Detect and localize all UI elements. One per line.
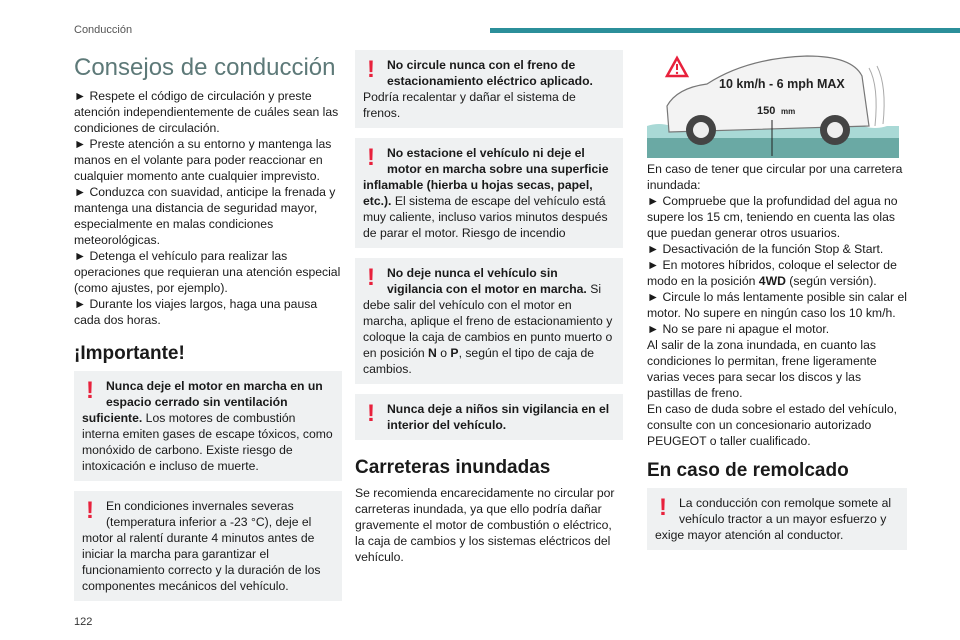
depth-unit: mm	[781, 107, 796, 116]
warning-bold: No circule nunca con el freno de estacionamiento eléctrico aplicado.	[387, 58, 593, 88]
warning-box	[74, 371, 342, 481]
warning-box	[355, 138, 623, 248]
page-title: Consejos de conducción	[74, 54, 336, 81]
paragraph: Al salir de la zona inundada, en cuanto las condiciones lo permitan, frene ligeramente varias veces para secar los discos y las pastillas de freno.	[647, 338, 877, 400]
bullet: ► Preste atención a su entorno y mantenga las manos en el volante para poder reaccionar en cualquier momento ante cualquier imprevisto.	[74, 137, 332, 183]
gear-p: P	[450, 346, 459, 360]
bullet-text: ► En motores híbridos, coloque el selector de modo en la posición	[647, 258, 897, 288]
left-column	[74, 50, 342, 611]
bullet: ► Respete el código de circulación y preste atención independientemente de cuáles sean las condiciones de circulación.	[74, 89, 339, 135]
warning-text: Podría recalentar y dañar el sistema de frenos.	[363, 90, 576, 120]
page-number: 122	[74, 616, 93, 628]
warning-text: La conducción con remolque somete al vehículo tractor a un mayor esfuerzo y exige mayor atención al conductor.	[655, 496, 892, 542]
warning-icon: !	[367, 144, 375, 171]
warning-icon: !	[367, 400, 375, 427]
bullet: ► Durante los viajes largos, haga una pausa cada dos horas.	[74, 297, 318, 327]
warning-box	[74, 491, 342, 601]
warning-box	[355, 394, 623, 440]
right-column	[647, 46, 907, 560]
warning-box	[355, 258, 623, 384]
warning-box	[647, 488, 907, 550]
towing-heading: En caso de remolcado	[647, 460, 849, 481]
warning-text: Si debe salir del vehículo con el motor en marcha, aplique el freno de estacionamiento y coloque la caja de cambios en punto muerto o en posición	[363, 282, 613, 360]
mode-4wd: 4WD	[758, 274, 786, 288]
warning-text: El sistema de escape del vehículo está muy caliente, incluso varios minutos después de parar el motor. Riesgo de incendio	[363, 194, 608, 240]
bullet: ► Detenga el vehículo para realizar las operaciones que requieran una atención especial (como ajustes, por ejemplo).	[74, 249, 341, 295]
warning-icon: !	[86, 377, 94, 404]
warning-box	[355, 50, 623, 128]
warning-bold: Nunca deje el motor en marcha en un espacio cerrado sin ventilación suficiente.	[82, 379, 323, 425]
bullet: ► Conduzca con suavidad, anticipe la frenada y mantenga una distancia de seguridad mayor, especialmente en malas condiciones meteorológicas.	[74, 185, 336, 247]
warning-icon: !	[367, 56, 375, 83]
warning-icon: !	[659, 494, 667, 521]
important-heading: ¡Importante!	[74, 343, 185, 364]
warning-bold: No estacione el vehículo ni deje el motor en marcha sobre una superficie inflamable (hierba u hojas secas, papel, etc.).	[363, 146, 609, 208]
warning-text: En condiciones invernales severas (temperatura inferior a -23 °C), deje el motor al ralentí durante 4 minutos antes de iniciar la marcha para garantizar el funcionamiento correcto y la duración de los componentes mecánicos del vehículo.	[82, 499, 321, 593]
flooded-car-illustration	[647, 46, 899, 158]
middle-column	[355, 50, 623, 565]
flooded-text: Se recomienda encarecidamente no circular por carreteras inundada, ya que ello podría dañar gravemente el motor de combustión o eléctrico, la caja de cambios y los sistemas eléctricos del vehículo.	[355, 486, 615, 564]
warning-bold: Nunca deje a niños sin vigilancia en el interior del vehículo.	[387, 402, 610, 432]
speed-label: 10 km/h - 6 mph MAX	[719, 77, 845, 91]
bullet-text: (según versión).	[785, 274, 877, 288]
bullet: ► Desactivación de la función Stop & Start.	[647, 242, 884, 256]
paragraph: En caso de duda sobre el estado del vehículo, consulte con un concesionario autorizado PEUGEOT o taller cualificado.	[647, 402, 898, 448]
warning-text: , según el tipo de caja de cambios.	[363, 346, 595, 376]
section-header: Conducción	[74, 24, 133, 36]
gear-n: N	[428, 346, 437, 360]
header-bar	[490, 28, 960, 33]
bullet: ► Circule lo más lentamente posible sin calar el motor. No supere en ningún caso los 10 km/h.	[647, 290, 907, 320]
bullet: ► Compruebe que la profundidad del agua no supere los 15 cm, teniendo en cuenta las olas que puedan generar otros usuarios.	[647, 194, 898, 240]
bullet	[647, 257, 907, 289]
bullet: ► No se pare ni apague el motor.	[647, 322, 830, 336]
warning-icon: !	[367, 264, 375, 291]
flooded-heading: Carreteras inundadas	[355, 457, 551, 478]
intro-text: En caso de tener que circular por una carretera inundada:	[647, 162, 903, 192]
warning-text: o	[436, 346, 451, 360]
warning-text: Los motores de combustión interna emiten gases de escape tóxicos, como monóxido de carbono. Existe riesgo de intoxicación e incluso de muerte.	[82, 411, 333, 473]
depth-value: 150	[757, 105, 776, 117]
warning-icon: !	[86, 497, 94, 524]
warning-bold: No deje nunca el vehículo sin vigilancia con el motor en marcha.	[387, 266, 587, 296]
